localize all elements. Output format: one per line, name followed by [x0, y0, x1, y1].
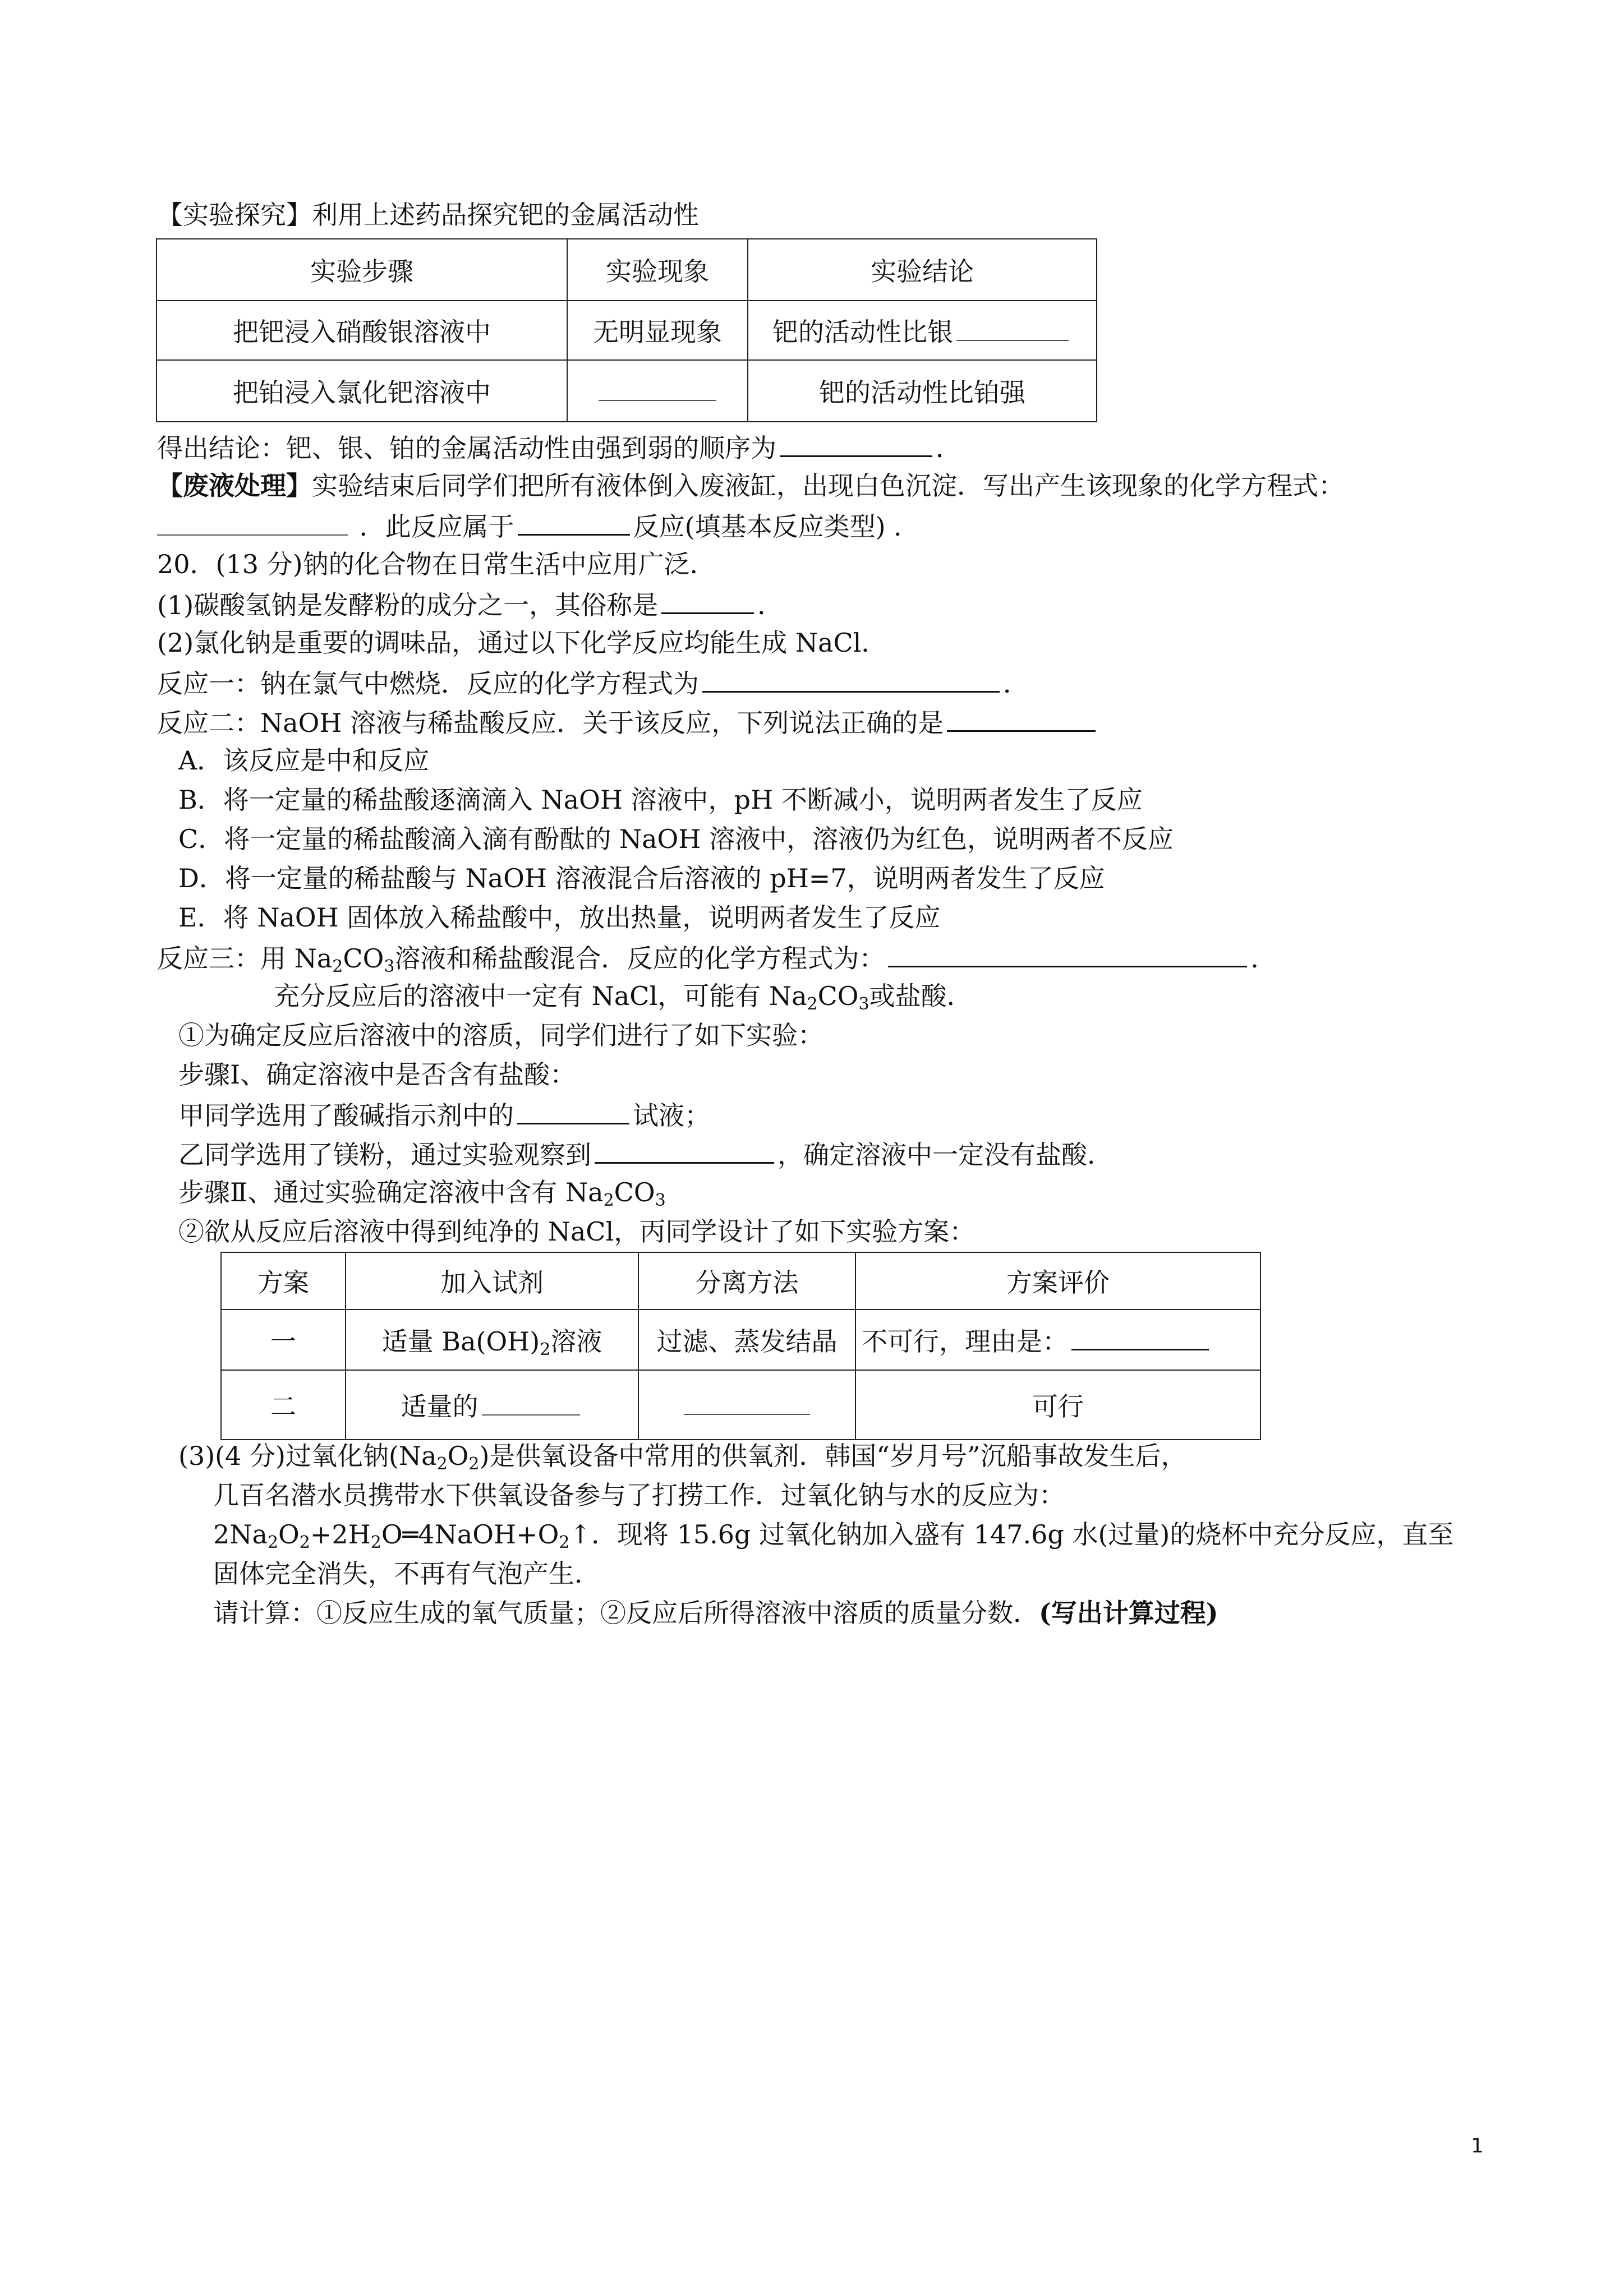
reagent-text-2: 适量的 [401, 1391, 479, 1422]
p3-line-3: $2Na_2O_2+2H_2O═4NaOH+O_2↑$．现将 15.6g 过氧化钠加入盛有 147.6g 水(过量)的烧杯中充分反应，直至 [213, 1519, 1454, 1552]
student-a-text-b: 试液； [633, 1100, 710, 1131]
table2-cell: 适量 $Ba(OH)_2$溶液 [346, 1310, 638, 1370]
table2-header: 分离方法 [638, 1252, 855, 1310]
answer-blank[interactable] [599, 375, 716, 401]
q20-part1-text: (1)碳酸氢钠是发酵粉的成分之一，其俗称是 [157, 590, 659, 620]
eq-b: O [278, 1519, 300, 1550]
answer-blank[interactable] [517, 1098, 629, 1124]
reaction-one-text: 反应一：钠在氯气中燃烧．反应的化学方程式为 [157, 668, 699, 699]
option-e: E．将 NaOH 固体放入稀盐酸中，放出热量，说明两者发生了反应 [178, 902, 941, 933]
evaluation-text: 不可行，理由是： [862, 1326, 1068, 1357]
answer-blank[interactable] [595, 1137, 774, 1164]
reagent-text-b: 溶液 [550, 1326, 602, 1357]
waste-text-2b: 反应(填基本反应类型) ． [633, 511, 920, 542]
reaction-two [157, 706, 1099, 739]
table2-cell: 二 [221, 1370, 346, 1440]
answer-blank[interactable] [956, 315, 1069, 341]
table1-cell: 钯的活动性比铂强 [748, 360, 1097, 422]
eq-d: O═4NaOH+O [381, 1519, 559, 1550]
waste-text: 实验结束后同学们把所有液体倒入废液缸，出现白色沉淀．写出产生该现象的化学方程式： [312, 471, 1344, 501]
answer-blank[interactable] [1071, 1324, 1209, 1350]
r3-cont-c: 或盐酸． [869, 981, 973, 1011]
table2-header: 方案 [221, 1252, 346, 1310]
reaction-three: 反应三：用 $Na_2CO_3$溶液和稀盐酸混合．反应的化学方程式为： ． [157, 941, 1276, 974]
p3-line-2: 几百名潜水员携带水下供氧设备参与了打捞工作．过氧化钠与水的反应为： [213, 1480, 1065, 1510]
answer-blank[interactable] [661, 588, 754, 614]
student-b [178, 1137, 1113, 1170]
r3-text-c: 溶液和稀盐酸混合．反应的化学方程式为： [394, 943, 885, 974]
table1-cell-text: 钯的活动性比银 [772, 317, 953, 347]
r3-cont-b: CO [817, 981, 859, 1011]
q20-part3: (3)(4 分)过氧化钠$(Na_2O_2)$是供氧设备中常用的供氧剂．韩国“岁月号”沉船事故发生后， [178, 1441, 1187, 1474]
answer-blank[interactable] [780, 431, 932, 457]
option-c: C．将一定量的稀盐酸滴入滴有酚酞的 NaOH 溶液中，溶液仍为红色，说明两者不反应 [178, 824, 1174, 854]
p3-text-b: O [447, 1441, 469, 1471]
step-intro: ①为确定反应后溶液中的溶质，同学们进行了如下实验： [178, 1020, 823, 1050]
table2-cell [638, 1370, 855, 1440]
step-one: 步骤Ⅰ、确定溶液中是否含有盐酸： [178, 1059, 576, 1090]
answer-blank[interactable] [157, 510, 348, 536]
table1-header-conclusion: 实验结论 [748, 239, 1097, 301]
eq-c: +2H [310, 1519, 371, 1550]
p3-line-4: 固体完全消失，不再有气泡产生． [213, 1559, 600, 1589]
table2-header: 加入试剂 [346, 1252, 638, 1310]
table2-header: 方案评价 [855, 1252, 1260, 1310]
conclusion-line: 得出结论：钯、银、铂的金属活动性由强到弱的顺序为 ． [157, 431, 961, 464]
table1-header-phenomenon: 实验现象 [567, 239, 748, 301]
table1-cell: 无明显现象 [567, 301, 748, 360]
answer-blank[interactable] [684, 1389, 810, 1415]
step-two-text: 步骤Ⅱ、通过实验确定溶液中含有 Na [178, 1177, 604, 1207]
r3-text-a: 反应三：用 Na [157, 943, 333, 974]
answer-blank[interactable] [702, 666, 1000, 693]
conclusion-text: 得出结论：钯、银、铂的金属活动性由强到弱的顺序为 [157, 433, 776, 463]
table1-header-step: 实验步骤 [157, 239, 567, 301]
p3-line-5-text: 请计算：①反应生成的氧气质量；②反应后所得溶液中溶质的质量分数． [213, 1598, 1039, 1628]
table1-cell-with-blank [748, 301, 1097, 360]
waste-line-2 [157, 509, 919, 542]
table2-cell: 一 [221, 1310, 346, 1370]
student-b-text: 乙同学选用了镁粉，通过实验观察到 [178, 1140, 591, 1170]
student-a [178, 1098, 710, 1131]
table2-cell [346, 1370, 638, 1440]
table2-cell: 可行 [855, 1370, 1260, 1440]
q20-part1: (1)碳酸氢钠是发酵粉的成分之一，其俗称是 ． [157, 588, 783, 621]
table1-cell: 把钯浸入硝酸银溶液中 [157, 301, 567, 360]
student-b-text-b: ，确定溶液中一定没有盐酸． [778, 1140, 1113, 1170]
option-d: D．将一定量的稀盐酸与 NaOH 溶液混合后溶液的 pH=7，说明两者发生了反应 [178, 863, 1105, 893]
p3-text-c: )是供氧设备中常用的供氧剂．韩国“岁月号”沉船事故发生后， [479, 1441, 1187, 1471]
q20-part2: (2)氯化钠是重要的调味品，通过以下化学反应均能生成 NaCl． [157, 628, 887, 658]
table1-cell: 把铂浸入氯化钯溶液中 [157, 360, 567, 422]
eq-e: ↑．现将 15.6g 过氧化钠加入盛有 147.6g 水(过量)的烧杯中充分反应，直至 [569, 1519, 1454, 1550]
answer-blank[interactable] [482, 1390, 580, 1416]
table2-cell: 过滤、蒸发结晶 [638, 1310, 855, 1370]
reaction-three-cont: 充分反应后的溶液中一定有 NaCl，可能有 $Na_2CO_3$或盐酸． [274, 981, 973, 1014]
reaction-two-text: 反应二：NaOH 溶液与稀盐酸反应．关于该反应，下列说法正确的是 [157, 708, 944, 738]
reaction-one: 反应一：钠在氯气中燃烧．反应的化学方程式为 ． [157, 666, 1029, 699]
table2-cell [855, 1310, 1260, 1370]
waste-heading: 【废液处理】 [157, 471, 312, 501]
r3-text-b: CO [343, 943, 384, 974]
purification-plan-table [220, 1252, 1261, 1440]
r3-cont-a: 充分反应后的溶液中一定有 NaCl，可能有 Na [274, 981, 807, 1011]
answer-blank[interactable] [947, 706, 1096, 732]
answer-blank[interactable] [888, 941, 1247, 967]
explore-heading: 【实验探究】利用上述药品探究钯的金属活动性 [157, 200, 699, 230]
q20-title: 20．(13 分)钠的化合物在日常生活中应用广泛． [157, 549, 716, 579]
waste-text-2a: ．此反应属于 [359, 511, 514, 542]
answer-blank[interactable] [518, 509, 630, 536]
step-two-text-b: CO [614, 1177, 655, 1207]
step-two: 步骤Ⅱ、通过实验确定溶液中含有 $Na_2CO_3$ [178, 1177, 666, 1210]
option-b: B．将一定量的稀盐酸逐滴滴入 NaOH 溶液中，pH 不断减小，说明两者发生了反应 [178, 785, 1143, 815]
p3-text-a: (3)(4 分)过氧化钠(Na [178, 1441, 437, 1471]
table1-cell-blank [567, 360, 748, 422]
option-a: A．该反应是中和反应 [178, 745, 430, 776]
student-a-text: 甲同学选用了酸碱指示剂中的 [178, 1100, 514, 1131]
eq-a: 2Na [213, 1519, 268, 1550]
p3-line-5 [213, 1597, 1218, 1629]
palladium-experiment-table [156, 238, 1097, 422]
waste-line-1 [157, 470, 1344, 501]
page-number: 1 [1471, 2134, 1484, 2157]
plan-intro: ②欲从反应后溶液中得到纯净的 NaCl，丙同学设计了如下实验方案： [178, 1216, 976, 1247]
reagent-text: 适量 Ba(OH) [381, 1326, 540, 1357]
p3-line-5-bold: (写出计算过程) [1039, 1598, 1218, 1628]
